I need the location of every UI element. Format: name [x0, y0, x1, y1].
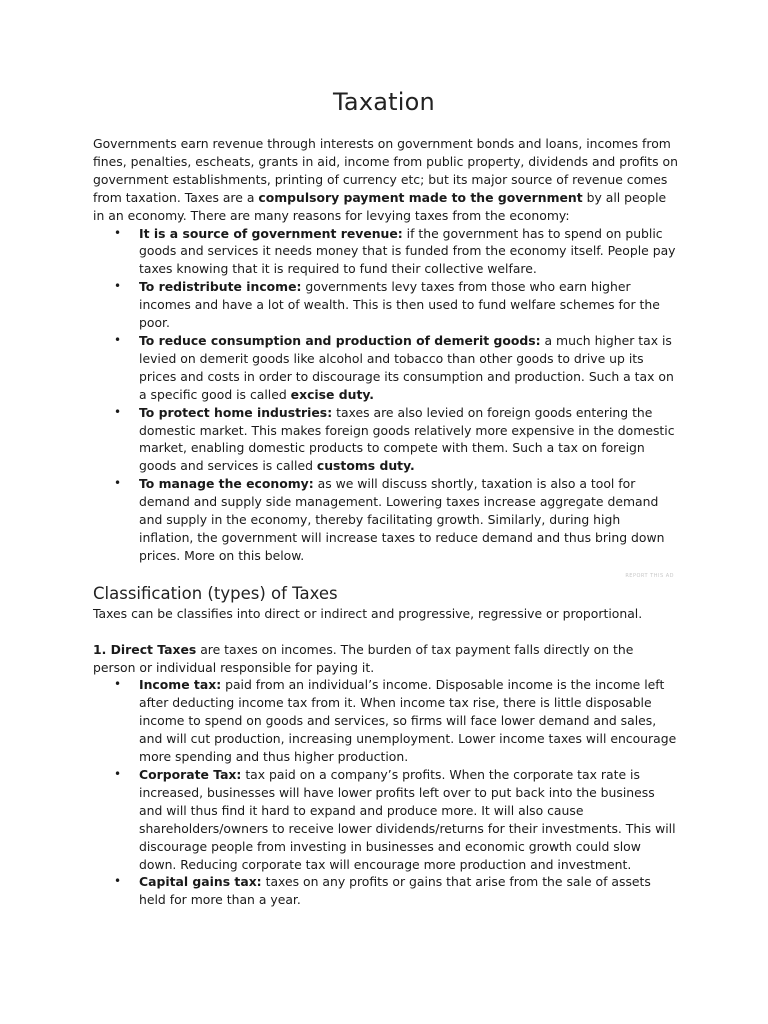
direct-taxes-paragraph: 1. Direct Taxes are taxes on incomes. The burden of tax payment falls directly on the person or individual responsible for paying it.: [93, 641, 634, 675]
list-item: • To protect home industries: taxes are also levied on foreign goods entering the domestic market. This makes foreign goods relatively more expensive in the domestic market, enabling domestic products to compete with them. Such a tax on foreign goods and services is called customs duty.: [93, 404, 678, 476]
list-item: • To reduce consumption and production of demerit goods: a much higher tax is levied on demerit goods like alcohol and tobacco than other goods to drive up its prices and costs in order to discourage its consumption and production. Such a tax on a specific good is called excise duty.: [93, 332, 678, 404]
page-title: Taxation: [333, 88, 435, 116]
list-item: • To redistribute income: governments levy taxes from those who earn higher incomes and have a lot of wealth. This is then used to fund welfare schemes for the poor.: [93, 278, 678, 332]
report-ad-link[interactable]: REPORT THIS AD: [625, 572, 674, 579]
list-item: • Income tax: paid from an individual’s income. Disposable income is the income left after deducting income tax from it. When income tax rise, there is little disposable income to spend on goods and services, so firms will face lower demand and sales, and will cut production, increasing unemployment. Lower income taxes will encourage more spending and thus higher production.: [93, 676, 678, 766]
list-item: • Corporate Tax: tax paid on a company’s profits. When the corporate tax rate is increased, businesses will have lower profits left over to put back into the business and will thus find it hard to expand and produce more. It will also cause shareholders/owners to receive lower dividends/returns for their investments. This will discourage people from investing in businesses and economic growth could slow down. Reducing corporate tax will encourage more production and investment.: [93, 766, 678, 873]
intro-paragraph: Governments earn revenue through interests on government bonds and loans, incomes from fines, penalties, escheats, grants in aid, income from public property, dividends and profits on government establishments, printing of currency etc; but its major source of revenue comes from taxation. Taxes are a compulsory payment made to the government by all people in an economy. There are many reasons for levying taxes from the economy:: [93, 136, 678, 223]
document-body: [93, 135, 678, 909]
list-item: • It is a source of government revenue: if the government has to spend on public goods and services it needs money that is funded from the economy itself. People pay taxes knowing that it is required to fund their collective welfare.: [93, 225, 678, 279]
spacer: [93, 623, 678, 641]
reasons-list: [93, 225, 678, 565]
list-item: • To manage the economy: as we will discuss shortly, taxation is also a tool for demand and supply side management. Lowering taxes increase aggregate demand and supply in the economy, thereby facilitating growth. Similarly, during high inflation, the government will increase taxes to reduce demand and thus bring down prices. More on this below.: [93, 475, 678, 565]
direct-taxes-list: [93, 676, 678, 909]
section-heading: Classification (types) of Taxes: [93, 583, 338, 603]
list-item: • Capital gains tax: taxes on any profits or gains that arise from the sale of assets held for more than a year.: [93, 873, 678, 909]
classification-intro: Taxes can be classifies into direct or indirect and progressive, regressive or proportional.: [93, 605, 643, 621]
